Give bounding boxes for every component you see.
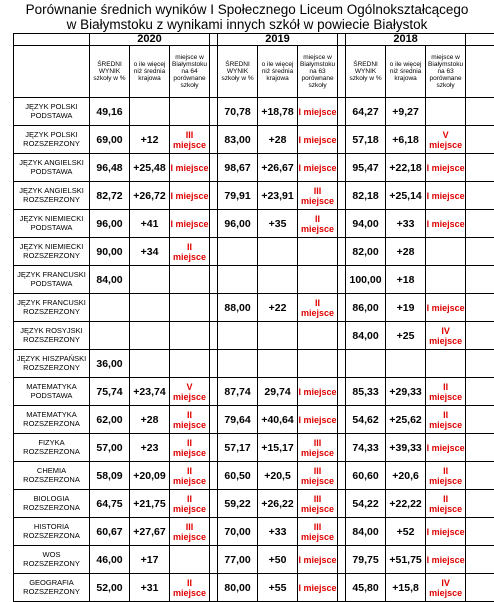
place-cell: II miejsce: [170, 434, 210, 462]
place-cell: [170, 546, 210, 574]
diff-cell: +25,14: [386, 182, 426, 210]
table-row: [14, 154, 494, 182]
score-cell: 59,22: [218, 490, 258, 518]
spacer-cell: [466, 238, 494, 266]
table-row: [14, 98, 494, 126]
place-cell: I miejsce: [426, 154, 466, 182]
diff-cell: +19: [386, 294, 426, 322]
diff-cell: [130, 322, 170, 350]
spacer-cell: [466, 322, 494, 350]
results-body: [14, 98, 494, 602]
score-cell: 100,00: [346, 266, 386, 294]
table-row: [14, 434, 494, 462]
title-line-1: Porównanie średnich wyników I Społecznego Liceum Ogólnokształcącego: [0, 2, 494, 17]
score-cell: 85,33: [346, 378, 386, 406]
subject-cell: BIOLOGIA ROZSZERZONA: [14, 490, 90, 518]
diff-cell: +15,8: [386, 574, 426, 602]
score-cell: 84,00: [90, 266, 130, 294]
diff-cell: 29,74: [258, 378, 298, 406]
diff-cell: +18: [386, 266, 426, 294]
spacer-cell: [210, 34, 218, 46]
subject-cell: JĘZYK NIEMIECKI ROZSZERZONY: [14, 238, 90, 266]
spacer-cell: [338, 518, 346, 546]
spacer-cell: [210, 518, 218, 546]
place-cell: III miejsce: [170, 518, 210, 546]
subheader-place: miejsce w Białymstoku na 63 porównane szkoły: [426, 46, 466, 98]
score-cell: 60,67: [90, 518, 130, 546]
table-row: [14, 546, 494, 574]
spacer-cell: [210, 434, 218, 462]
diff-cell: +21,75: [130, 490, 170, 518]
diff-cell: +25: [386, 322, 426, 350]
spacer-cell: [466, 266, 494, 294]
score-cell: 96,00: [218, 210, 258, 238]
diff-cell: +22: [258, 294, 298, 322]
diff-cell: +15,17: [258, 434, 298, 462]
subject-cell: WOS ROZSZERZONY: [14, 546, 90, 574]
score-cell: 84,00: [346, 322, 386, 350]
place-cell: I miejsce: [426, 294, 466, 322]
spacer-cell: [210, 46, 218, 98]
spacer-cell: [466, 378, 494, 406]
spacer-cell: [210, 574, 218, 602]
place-cell: II miejsce: [298, 210, 338, 238]
spacer-cell: [338, 126, 346, 154]
place-cell: I miejsce: [298, 154, 338, 182]
spacer-cell: [466, 182, 494, 210]
place-cell: [298, 266, 338, 294]
score-cell: 45,80: [346, 574, 386, 602]
score-cell: 83,00: [218, 126, 258, 154]
table-row: [14, 126, 494, 154]
score-cell: [218, 350, 258, 378]
score-cell: [218, 266, 258, 294]
score-cell: 94,00: [346, 210, 386, 238]
score-cell: 60,60: [346, 462, 386, 490]
year-header-2019: 2019: [218, 34, 338, 46]
spacer-cell: [210, 210, 218, 238]
place-cell: [298, 322, 338, 350]
spacer-cell: [210, 266, 218, 294]
score-cell: 74,33: [346, 434, 386, 462]
table-row: [14, 210, 494, 238]
subject-cell: JĘZYK POLSKI PODSTAWA: [14, 98, 90, 126]
place-cell: I miejsce: [170, 154, 210, 182]
spacer-cell: [338, 182, 346, 210]
spacer-cell: [338, 350, 346, 378]
spacer-cell: [338, 238, 346, 266]
spacer-cell: [466, 154, 494, 182]
score-cell: [90, 322, 130, 350]
table-row: [14, 294, 494, 322]
table-row: [14, 518, 494, 546]
subheader-diff: o ile więcej niż średnia krajowa: [258, 46, 298, 98]
score-cell: 84,00: [346, 518, 386, 546]
spacer-cell: [338, 266, 346, 294]
diff-cell: +23: [130, 434, 170, 462]
place-cell: [170, 322, 210, 350]
place-cell: [426, 98, 466, 126]
diff-cell: +39,33: [386, 434, 426, 462]
table-row: [14, 574, 494, 602]
place-cell: [298, 350, 338, 378]
score-cell: 90,00: [90, 238, 130, 266]
spacer-cell: [338, 210, 346, 238]
diff-cell: +6,18: [386, 126, 426, 154]
score-cell: 96,00: [90, 210, 130, 238]
subject-cell: JĘZYK NIEMIECKI PODSTAWA: [14, 210, 90, 238]
score-cell: 69,00: [90, 126, 130, 154]
table-row: [14, 238, 494, 266]
diff-cell: +26,22: [258, 490, 298, 518]
corner-cell: [14, 46, 90, 98]
score-cell: [346, 350, 386, 378]
subheader-score: ŚREDNI WYNIK szkoły w %: [218, 46, 258, 98]
place-cell: I miejsce: [298, 406, 338, 434]
place-cell: V miejsce: [426, 126, 466, 154]
place-cell: I miejsce: [170, 210, 210, 238]
subject-cell: JĘZYK FRANCUSKI PODSTAWA: [14, 266, 90, 294]
spacer-cell: [466, 546, 494, 574]
spacer-cell: [338, 154, 346, 182]
subject-cell: JĘZYK POLSKI ROZSZERZONY: [14, 126, 90, 154]
results-table: [13, 33, 494, 602]
subject-cell: JĘZYK FRANCUSKI ROZSZERZONY: [14, 294, 90, 322]
place-cell: III miejsce: [170, 126, 210, 154]
spacer-cell: [210, 98, 218, 126]
place-cell: I miejsce: [298, 574, 338, 602]
diff-cell: [130, 294, 170, 322]
diff-cell: +52: [386, 518, 426, 546]
place-cell: I miejsce: [298, 98, 338, 126]
score-cell: 64,27: [346, 98, 386, 126]
diff-cell: +34: [130, 238, 170, 266]
diff-cell: +33: [258, 518, 298, 546]
place-cell: II miejsce: [426, 490, 466, 518]
spacer-cell: [338, 378, 346, 406]
score-cell: 82,00: [346, 238, 386, 266]
table-row: [14, 462, 494, 490]
score-cell: 80,00: [218, 574, 258, 602]
diff-cell: +25,48: [130, 154, 170, 182]
table-row: [14, 266, 494, 294]
diff-cell: [258, 322, 298, 350]
diff-cell: +20,5: [258, 462, 298, 490]
score-cell: 79,64: [218, 406, 258, 434]
subject-cell: JĘZYK ANGIELSKI ROZSZERZONY: [14, 182, 90, 210]
score-cell: [218, 322, 258, 350]
spacer-cell: [338, 322, 346, 350]
subject-cell: JĘZYK ROSYJSKI ROZSZERZONY: [14, 322, 90, 350]
spacer-cell: [210, 490, 218, 518]
spacer-cell: [210, 462, 218, 490]
table-row: [14, 350, 494, 378]
diff-cell: +51,75: [386, 546, 426, 574]
spacer-cell: [466, 34, 494, 46]
diff-cell: +26,72: [130, 182, 170, 210]
diff-cell: +9,27: [386, 98, 426, 126]
subject-cell: JĘZYK HISZPAŃSKI ROZSZERZONY: [14, 350, 90, 378]
place-cell: II miejsce: [426, 378, 466, 406]
place-cell: II miejsce: [426, 406, 466, 434]
diff-cell: +29,33: [386, 378, 426, 406]
spacer-cell: [210, 322, 218, 350]
score-cell: 54,22: [346, 490, 386, 518]
score-cell: 57,17: [218, 434, 258, 462]
diff-cell: +25,62: [386, 406, 426, 434]
diff-cell: +41: [130, 210, 170, 238]
place-cell: [426, 238, 466, 266]
subject-cell: MATEMATYKA ROZSZERZONA: [14, 406, 90, 434]
spacer-cell: [466, 574, 494, 602]
spacer-cell: [466, 490, 494, 518]
place-cell: I miejsce: [298, 126, 338, 154]
place-cell: IV miejsce: [426, 574, 466, 602]
score-cell: 64,75: [90, 490, 130, 518]
score-cell: 70,00: [218, 518, 258, 546]
spacer-cell: [338, 46, 346, 98]
spacer-cell: [210, 546, 218, 574]
score-cell: 86,00: [346, 294, 386, 322]
place-cell: III miejsce: [298, 490, 338, 518]
spacer-cell: [338, 434, 346, 462]
spacer-cell: [338, 34, 346, 46]
title-line-2: w Białymstoku z wynikami innych szkół w powiecie Białystok: [0, 17, 494, 32]
diff-cell: +27,67: [130, 518, 170, 546]
diff-cell: +23,91: [258, 182, 298, 210]
diff-cell: +55: [258, 574, 298, 602]
table-row: [14, 322, 494, 350]
spacer-cell: [466, 46, 494, 98]
diff-cell: +40,64: [258, 406, 298, 434]
year-header-2018: 2018: [346, 34, 466, 46]
diff-cell: +31: [130, 574, 170, 602]
diff-cell: [386, 350, 426, 378]
subheader-place: miejsce w Białymstoku na 64 porównane szkoły: [170, 46, 210, 98]
table-row: [14, 490, 494, 518]
place-cell: [426, 350, 466, 378]
diff-cell: +28: [386, 238, 426, 266]
spacer-cell: [210, 126, 218, 154]
subject-cell: MATEMATYKA PODSTAWA: [14, 378, 90, 406]
place-cell: [170, 294, 210, 322]
place-cell: I miejsce: [426, 434, 466, 462]
place-cell: I miejsce: [298, 546, 338, 574]
place-cell: [426, 266, 466, 294]
score-cell: 54,62: [346, 406, 386, 434]
diff-cell: +22,18: [386, 154, 426, 182]
score-cell: 57,00: [90, 434, 130, 462]
score-cell: [90, 294, 130, 322]
diff-cell: [130, 350, 170, 378]
place-cell: V miejsce: [170, 378, 210, 406]
diff-cell: +20,09: [130, 462, 170, 490]
place-cell: II miejsce: [170, 490, 210, 518]
score-cell: 70,78: [218, 98, 258, 126]
score-cell: 88,00: [218, 294, 258, 322]
subheader-place: miejsce w Białymstoku na 63 porównane szkoły: [298, 46, 338, 98]
spacer-cell: [338, 406, 346, 434]
diff-cell: [258, 350, 298, 378]
spacer-cell: [466, 518, 494, 546]
diff-cell: +28: [258, 126, 298, 154]
score-cell: [218, 238, 258, 266]
score-cell: 52,00: [90, 574, 130, 602]
place-cell: I miejsce: [426, 182, 466, 210]
place-cell: II miejsce: [170, 574, 210, 602]
subheader-diff: o ile więcej niż średnia krajowa: [386, 46, 426, 98]
score-cell: 62,00: [90, 406, 130, 434]
diff-cell: +22,22: [386, 490, 426, 518]
place-cell: [298, 238, 338, 266]
spacer-cell: [466, 294, 494, 322]
diff-cell: [130, 98, 170, 126]
place-cell: [170, 266, 210, 294]
spacer-cell: [210, 238, 218, 266]
score-cell: 95,47: [346, 154, 386, 182]
spacer-cell: [210, 350, 218, 378]
document-title: [0, 2, 494, 32]
diff-cell: +17: [130, 546, 170, 574]
place-cell: I miejsce: [426, 210, 466, 238]
spacer-cell: [338, 98, 346, 126]
place-cell: IV miejsce: [426, 322, 466, 350]
place-cell: II miejsce: [170, 462, 210, 490]
score-cell: 98,67: [218, 154, 258, 182]
spacer-cell: [210, 406, 218, 434]
diff-cell: [258, 266, 298, 294]
diff-cell: +28: [130, 406, 170, 434]
subject-cell: HISTORIA ROZSZERZONA: [14, 518, 90, 546]
spacer-cell: [210, 294, 218, 322]
place-cell: I miejsce: [298, 378, 338, 406]
subheader-score: ŚREDNI WYNIK szkoły w %: [346, 46, 386, 98]
place-cell: III miejsce: [298, 434, 338, 462]
score-cell: 79,91: [218, 182, 258, 210]
score-cell: 75,74: [90, 378, 130, 406]
subject-cell: GEOGRAFIA ROZSZERZONY: [14, 574, 90, 602]
spacer-cell: [466, 434, 494, 462]
diff-cell: +23,74: [130, 378, 170, 406]
spacer-cell: [338, 490, 346, 518]
spacer-cell: [338, 546, 346, 574]
score-cell: 57,18: [346, 126, 386, 154]
place-cell: [170, 98, 210, 126]
place-cell: I miejsce: [170, 182, 210, 210]
table-row: [14, 182, 494, 210]
score-cell: 82,72: [90, 182, 130, 210]
diff-cell: +50: [258, 546, 298, 574]
place-cell: III miejsce: [298, 518, 338, 546]
place-cell: II miejsce: [170, 406, 210, 434]
place-cell: [170, 350, 210, 378]
spacer-cell: [210, 378, 218, 406]
score-cell: 87,74: [218, 378, 258, 406]
place-cell: I miejsce: [426, 546, 466, 574]
subheader-score: ŚREDNI WYNIK szkoły w %: [90, 46, 130, 98]
spacer-cell: [466, 210, 494, 238]
diff-cell: +20,6: [386, 462, 426, 490]
diff-cell: +26,67: [258, 154, 298, 182]
table-row: [14, 378, 494, 406]
place-cell: I miejsce: [426, 518, 466, 546]
place-cell: II miejsce: [426, 462, 466, 490]
score-cell: 46,00: [90, 546, 130, 574]
subheader-diff: o ile więcej niż średnia krajowa: [130, 46, 170, 98]
spacer-cell: [466, 406, 494, 434]
score-cell: 36,00: [90, 350, 130, 378]
spacer-cell: [466, 126, 494, 154]
year-header-2020: 2020: [90, 34, 210, 46]
score-cell: 79,75: [346, 546, 386, 574]
place-cell: III miejsce: [298, 462, 338, 490]
score-cell: 82,18: [346, 182, 386, 210]
spacer-cell: [466, 98, 494, 126]
spacer-cell: [210, 182, 218, 210]
score-cell: 58,09: [90, 462, 130, 490]
corner-cell: [14, 34, 90, 46]
score-cell: 49,16: [90, 98, 130, 126]
table-row: [14, 406, 494, 434]
diff-cell: +12: [130, 126, 170, 154]
diff-cell: [130, 266, 170, 294]
diff-cell: +18,78: [258, 98, 298, 126]
subject-cell: CHEMIA ROZSZERZONA: [14, 462, 90, 490]
spacer-cell: [466, 462, 494, 490]
subject-cell: JĘZYK ANGIELSKI PODSTAWA: [14, 154, 90, 182]
score-cell: 77,00: [218, 546, 258, 574]
score-cell: 60,50: [218, 462, 258, 490]
diff-cell: [258, 238, 298, 266]
spacer-cell: [338, 574, 346, 602]
place-cell: III miejsce: [298, 182, 338, 210]
subject-cell: FIZYKA ROZSZERZONA: [14, 434, 90, 462]
spacer-cell: [338, 294, 346, 322]
spacer-cell: [210, 154, 218, 182]
place-cell: II miejsce: [170, 238, 210, 266]
diff-cell: +33: [386, 210, 426, 238]
spacer-cell: [338, 462, 346, 490]
diff-cell: +35: [258, 210, 298, 238]
spacer-cell: [466, 350, 494, 378]
place-cell: II miejsce: [298, 294, 338, 322]
score-cell: 96,48: [90, 154, 130, 182]
